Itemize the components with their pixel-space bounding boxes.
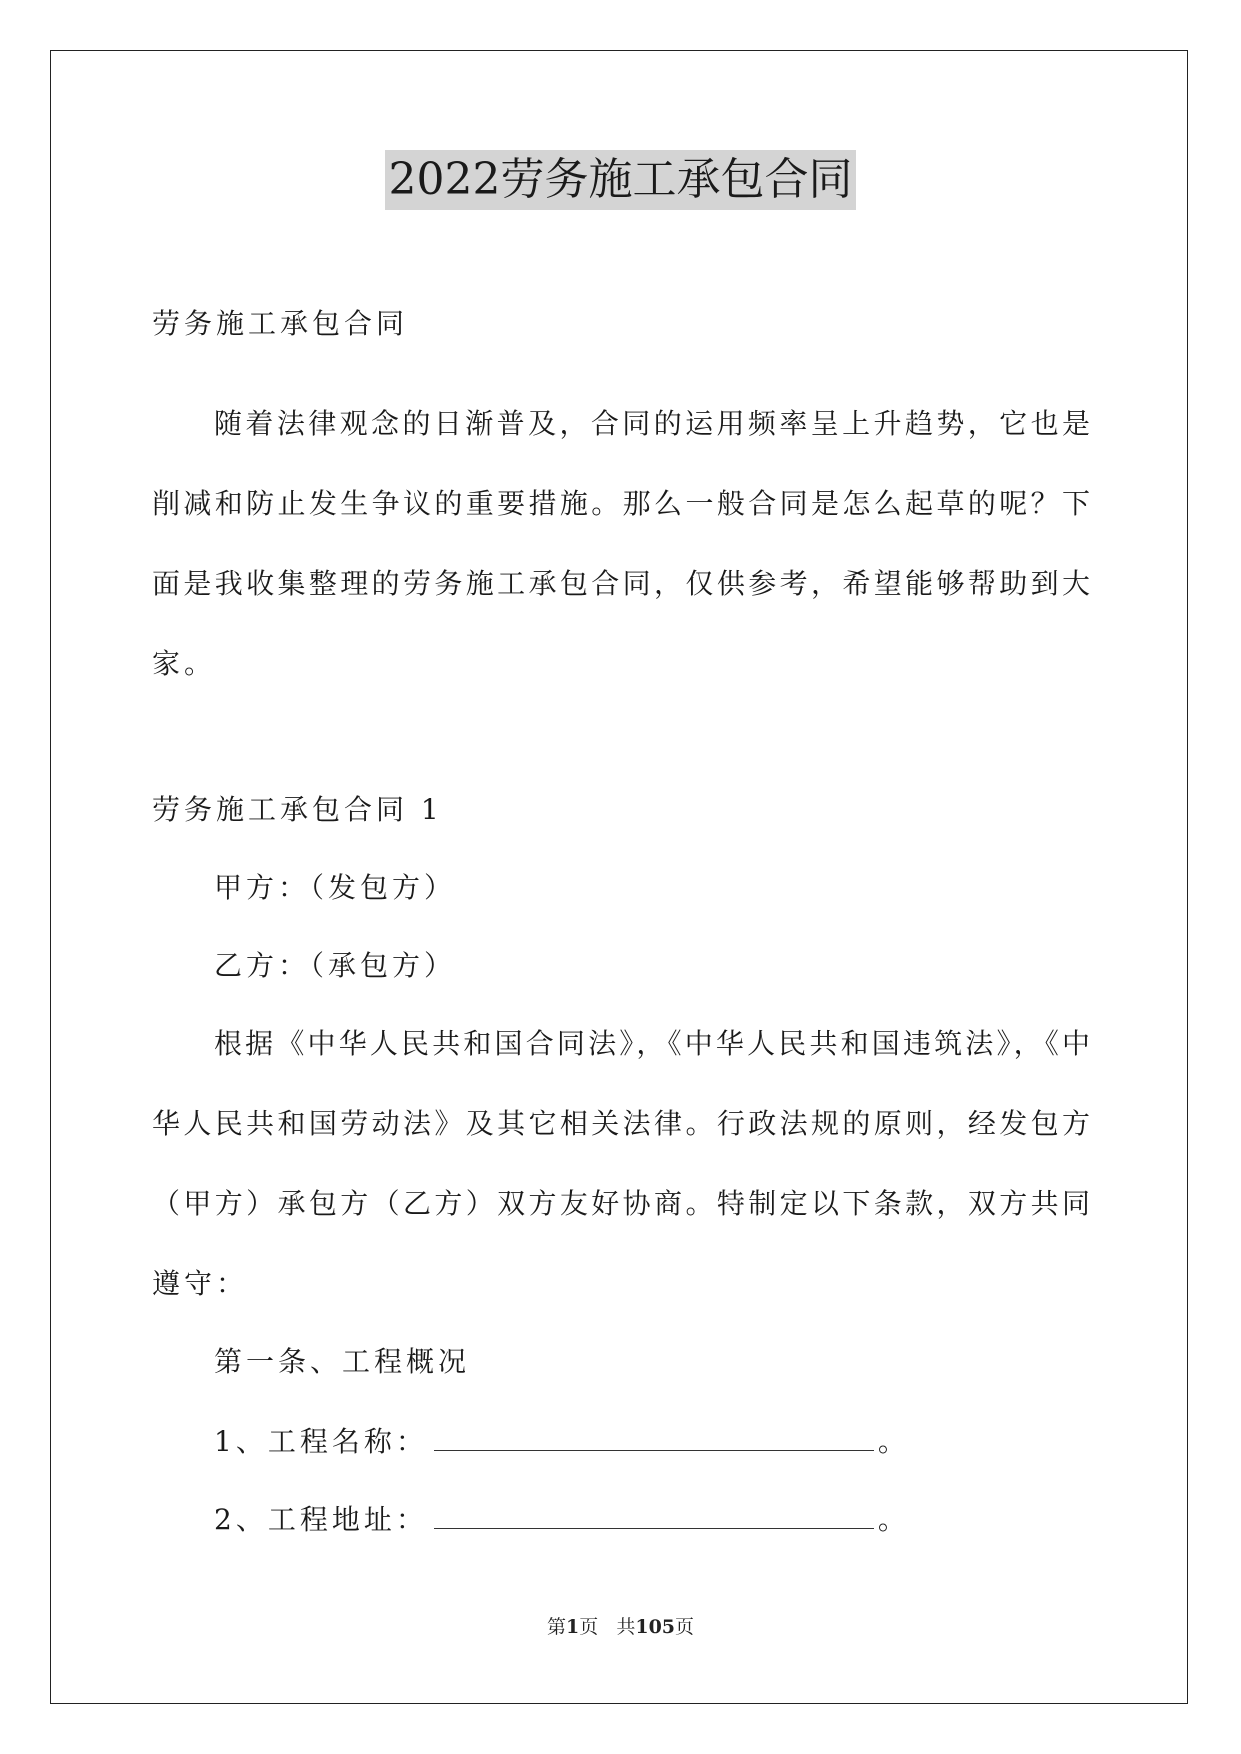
project-name-row — [214, 1420, 910, 1462]
basis-line-4: 遵守： — [152, 1267, 249, 1300]
project-name-label: 1、工程名称： — [214, 1425, 428, 1458]
party-b: 乙方：（承包方） — [214, 949, 457, 982]
party-a: 甲方：（发包方） — [214, 871, 457, 904]
intro-line-4: 家。 — [152, 647, 217, 680]
footer-total-unit: 页 — [675, 1616, 695, 1638]
project-address-row — [214, 1498, 910, 1540]
intro-line-2: 削减和防止发生争议的重要措施。那么一般合同是怎么起草的呢？下 — [152, 487, 1092, 520]
document-subtitle: 劳务施工承包合同 — [152, 307, 409, 340]
project-address-end: 。 — [877, 1503, 910, 1536]
intro-line-1: 随着法律观念的日渐普及，合同的运用频率呈上升趋势，它也是 — [214, 407, 1092, 440]
footer-total-pages: 105 — [635, 1616, 676, 1638]
section-heading: 劳务施工承包合同 1 — [152, 793, 443, 826]
footer-prefix: 第 — [546, 1616, 566, 1638]
footer-page-unit: 页 — [579, 1616, 599, 1638]
title-container — [0, 150, 1241, 210]
basis-line-3: （甲方）承包方（乙方）双方友好协商。特制定以下条款，双方共同 — [152, 1187, 1092, 1220]
project-name-end: 。 — [877, 1425, 910, 1458]
article-1-heading: 第一条、工程概况 — [214, 1345, 471, 1378]
project-address-blank[interactable] — [434, 1498, 874, 1529]
page-footer — [0, 1612, 1241, 1639]
basis-line-1: 根据《中华人民共和国合同法》，《中华人民共和国违筑法》，《中 — [214, 1027, 1092, 1060]
project-name-blank[interactable] — [434, 1420, 874, 1451]
footer-total-prefix: 共 — [616, 1616, 636, 1638]
project-address-label: 2、工程地址： — [214, 1503, 428, 1536]
intro-line-3: 面是我收集整理的劳务施工承包合同，仅供参考，希望能够帮助到大 — [152, 567, 1092, 600]
basis-line-2: 华人民共和国劳动法》及其它相关法律。行政法规的原则，经发包方 — [152, 1107, 1092, 1140]
footer-page-number: 1 — [565, 1616, 580, 1638]
document-title: 2022劳务施工承包合同 — [385, 150, 857, 210]
